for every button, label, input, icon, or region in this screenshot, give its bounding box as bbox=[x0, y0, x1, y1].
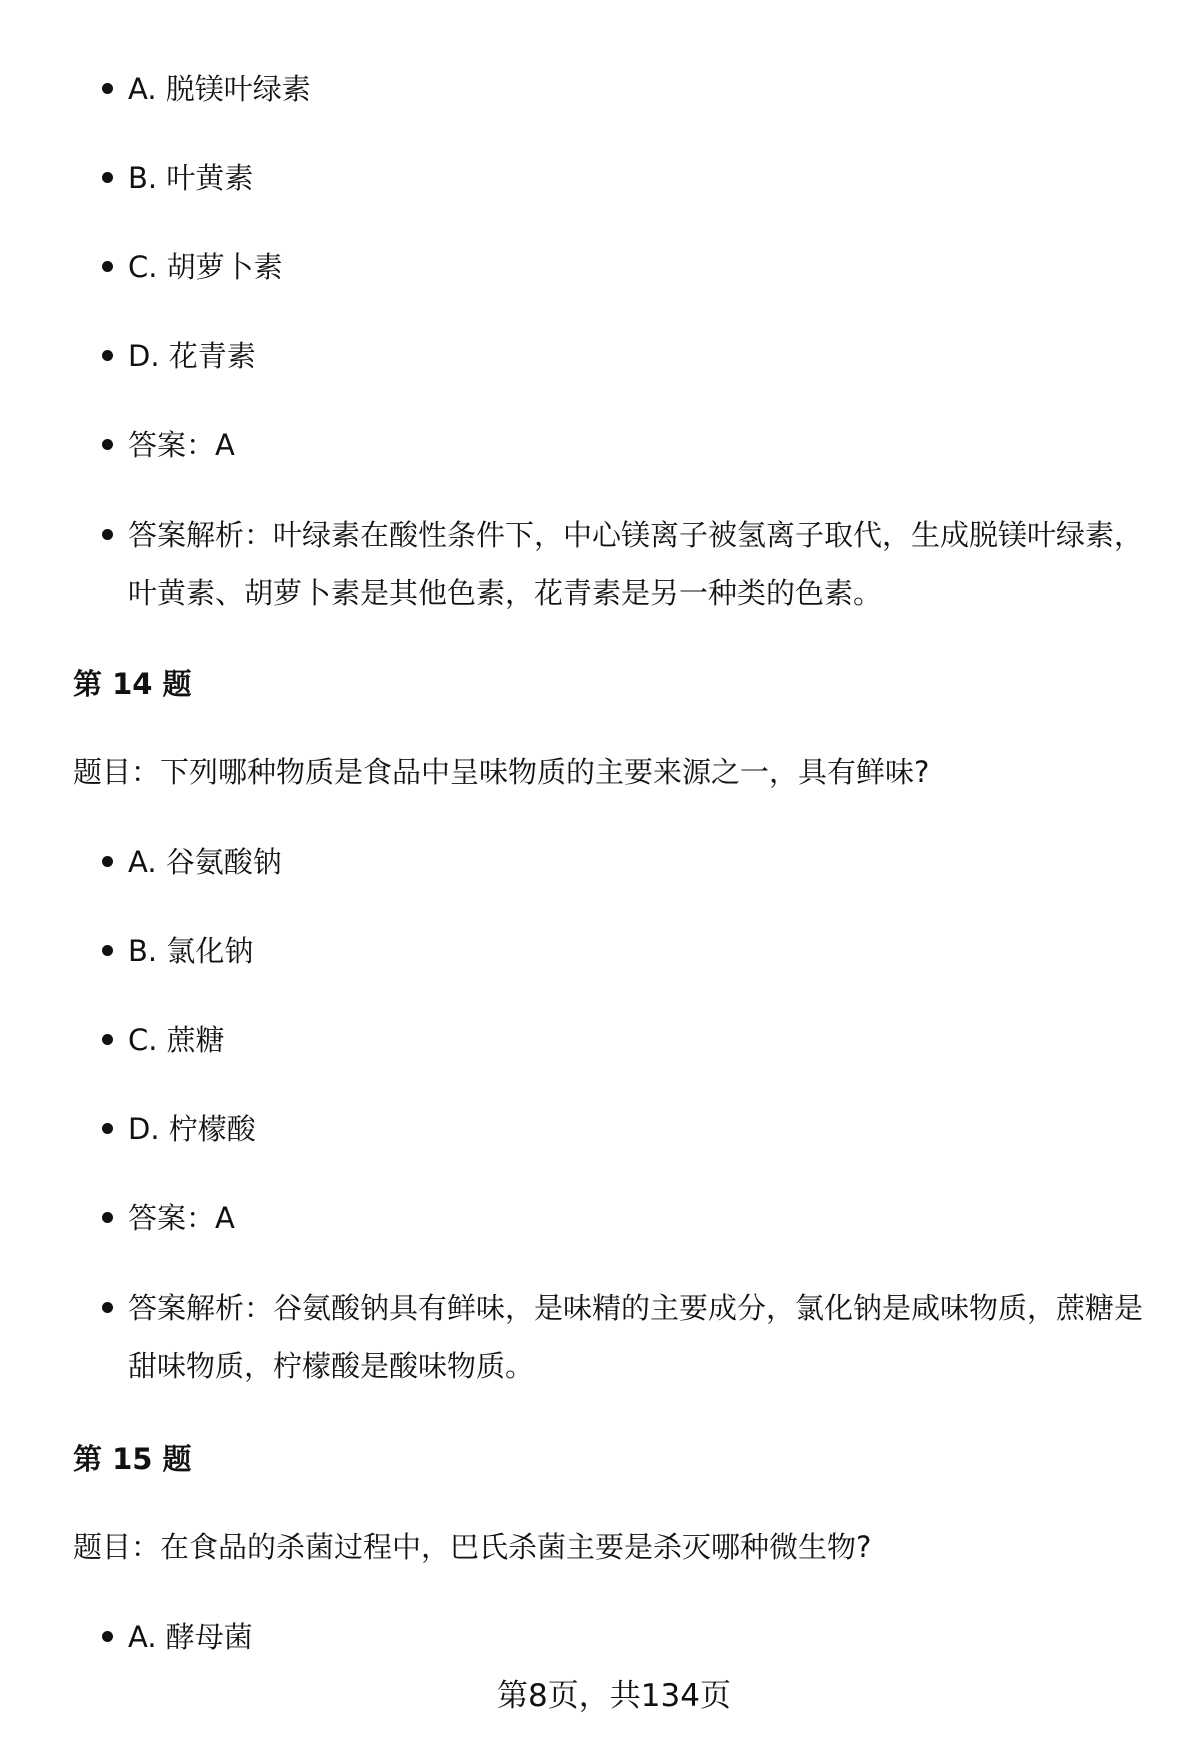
option-d: D. 柠檬酸 bbox=[128, 1100, 1148, 1158]
page-number-footer: 第8页，共134页 bbox=[497, 1678, 731, 1714]
option-c: C. 蔗糖 bbox=[128, 1011, 1148, 1069]
option-d: D. 花青素 bbox=[128, 327, 1148, 385]
option-c: C. 胡萝卜素 bbox=[128, 238, 1148, 296]
option-a: A. 谷氨酸钠 bbox=[128, 833, 1148, 891]
question-15-title: 第 15 题 bbox=[73, 1442, 192, 1476]
question-15-stem: 题目：在食品的杀菌过程中，巴氏杀菌主要是杀灭哪种微生物? bbox=[73, 1530, 872, 1564]
question-14-stem: 题目：下列哪种物质是食品中呈味物质的主要来源之一，具有鲜味? bbox=[73, 755, 930, 789]
answer: 答案：A bbox=[128, 416, 1148, 474]
option-b: B. 叶黄素 bbox=[128, 149, 1148, 207]
option-b: B. 氯化钠 bbox=[128, 922, 1148, 980]
answer: 答案：A bbox=[128, 1189, 1148, 1247]
option-a: A. 脱镁叶绿素 bbox=[128, 60, 1148, 118]
question-14-title: 第 14 题 bbox=[73, 667, 192, 701]
answer-explanation: 答案解析：谷氨酸钠具有鲜味，是味精的主要成分，氯化钠是咸味物质，蔗糖是甜味物质，柠檬酸是酸味物质。 bbox=[128, 1279, 1148, 1395]
answer-explanation: 答案解析：叶绿素在酸性条件下，中心镁离子被氢离子取代，生成脱镁叶绿素，叶黄素、胡萝卜素是其他色素，花青素是另一种类的色素。 bbox=[128, 506, 1148, 622]
option-a: A. 酵母菌 bbox=[128, 1608, 1148, 1666]
